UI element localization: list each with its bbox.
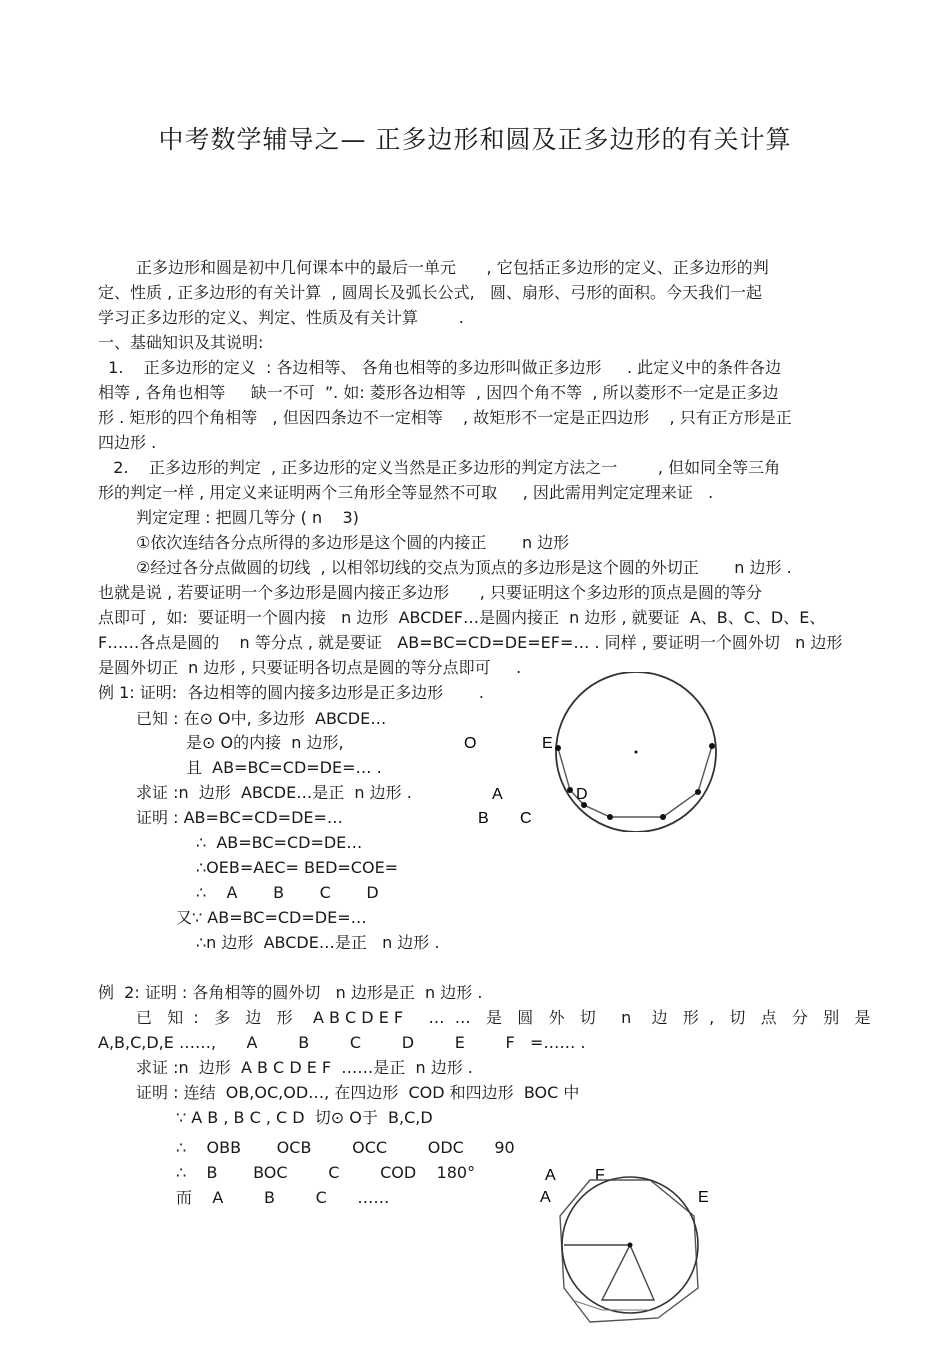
theorem-line: ①依次连结各分点所得的多边形是这个圆的内接正 n 边形 xyxy=(136,533,570,552)
example-2-heading: 例 2: 证明 : 各角相等的圆外切 n 边形是正 n 边形 . xyxy=(98,983,483,1002)
intro-line: 学习正多边形的定义、判定、性质及有关计算 . xyxy=(98,308,464,327)
example-1-known: 是⊙ O的内接 n 边形, xyxy=(186,733,344,752)
example-1-proof: ∴OEB=AEC= BED=COE= xyxy=(196,858,399,877)
label-a-top: A xyxy=(545,1167,556,1184)
example-1-known: 且 AB=BC=CD=DE=… . xyxy=(186,758,382,777)
example-1-prove: 求证 :n 边形 ABCDE…是正 n 边形 . xyxy=(136,783,412,802)
example-2-proof: 证明 : 连结 OB,OC,OD…, 在四边形 COD 和四边形 BOC 中 xyxy=(136,1083,580,1102)
theorem-line: ②经过各分点做圆的切线 , 以相邻切线的交点为顶点的多边形是这个圆的外切正 n 边形 . xyxy=(136,558,792,577)
example-2-proof: ∵ A B , B C , C D 切⊙ O于 B,C,D xyxy=(176,1108,433,1127)
label-b: B xyxy=(478,810,489,827)
intro-line: 正多边形和圆是初中几何课本中的最后一单元 , 它包括正多边形的定义、正多边形的判 xyxy=(136,258,769,277)
example-1-heading: 例 1: 证明: 各边相等的圆内接多边形是正多边形 . xyxy=(98,683,484,702)
circumscribed-polygon-figure xyxy=(530,1160,720,1335)
example-1-known: 已知 : 在⊙ O中, 多边形 ABCDE… xyxy=(136,709,387,728)
example-1-proof: ∴ A B C D xyxy=(196,883,379,902)
explanation-line: 点即可 , 如: 要证明一个圆内接 n 边形 ABCDEF…是圆内接正 n 边形 , 就要证 A、B、C、D、E、 xyxy=(98,608,826,627)
example-2-proof: 而 A B C …… xyxy=(176,1188,390,1207)
example-1-proof: ∴n 边形 ABCDE…是正 n 边形 . xyxy=(196,933,440,952)
section-heading: 一、基础知识及其说明: xyxy=(98,333,264,352)
criterion-line: 形的判定一样 , 用定义来证明两个三角形全等显然不可取 , 因此需用判定定理来证 . xyxy=(98,483,714,502)
label-o: O xyxy=(464,735,477,752)
label-d: D xyxy=(576,786,588,803)
criterion-line: 2. 正多边形的判定 , 正多边形的定义当然是正多边形的判定方法之一 , 但如同全等三角 xyxy=(98,458,781,477)
label-f: F xyxy=(595,1167,605,1184)
example-2-prove: 求证 :n 边形 A B C D E F ……是正 n 边形 . xyxy=(136,1058,473,1077)
label-e: E xyxy=(698,1189,709,1206)
theorem-line: 判定定理 : 把圆几等分 ( n 3) xyxy=(136,508,359,527)
label-e: E xyxy=(542,735,553,752)
label-a: A xyxy=(492,786,503,803)
inscribed-polygon-figure xyxy=(460,672,720,832)
label-a: A xyxy=(540,1189,551,1206)
definition-line: 形 . 矩形的四个角相等 , 但因四条边不一定相等 , 故矩形不一定是正四边形 , 只有正方形是正 xyxy=(98,408,792,427)
example-2-known: 已 知 : 多 边 形 A B C D E F … … 是 圆 外 切 n 边 形 , 切 点 分 别 是 xyxy=(136,1008,871,1027)
explanation-line: 是圆外切正 n 边形 , 只要证明各切点是圆的等分点即可 . xyxy=(98,658,522,677)
explanation-line: F……各点是圆的 n 等分点 , 就是要证 AB=BC=CD=DE=EF=… . 同样 , 要证明一个圆外切 n 边形 xyxy=(98,633,843,652)
example-1-proof: 证明 : AB=BC=CD=DE=… xyxy=(136,808,343,827)
definition-line: 相等 , 各角也相等 缺一不可 ”. 如: 菱形各边相等 , 因四个角不等 , 所以菱形不一定是正多边 xyxy=(98,383,779,402)
definition-line: 1. 正多边形的定义 : 各边相等、 各角也相等的多边形叫做正多边形 . 此定义中的条件各边 xyxy=(98,358,782,377)
intro-line: 定、性质 , 正多边形的有关计算 , 圆周长及弧长公式, 圆、扇形、弓形的面积。今天我们一起 xyxy=(98,283,762,302)
label-c: C xyxy=(520,810,532,827)
example-2-proof: ∴ OBB OCB OCC ODC 90 xyxy=(176,1138,515,1157)
example-2-proof: ∴ B BOC C COD 180° xyxy=(176,1163,476,1182)
example-1-proof: 又∵ AB=BC=CD=DE=… xyxy=(176,908,367,927)
example-2-known: A,B,C,D,E ……, A B C D E F =…… . xyxy=(98,1033,586,1052)
page-title: 中考数学辅导之— 正多边形和圆及正多边形的有关计算 xyxy=(158,125,792,154)
explanation-line: 也就是说 , 若要证明一个多边形是圆内接正多边形 , 只要证明这个多边形的顶点是圆的等分 xyxy=(98,583,762,602)
definition-line: 四边形 . xyxy=(98,433,157,452)
example-1-proof: ∴ AB=BC=CD=DE… xyxy=(196,833,363,852)
